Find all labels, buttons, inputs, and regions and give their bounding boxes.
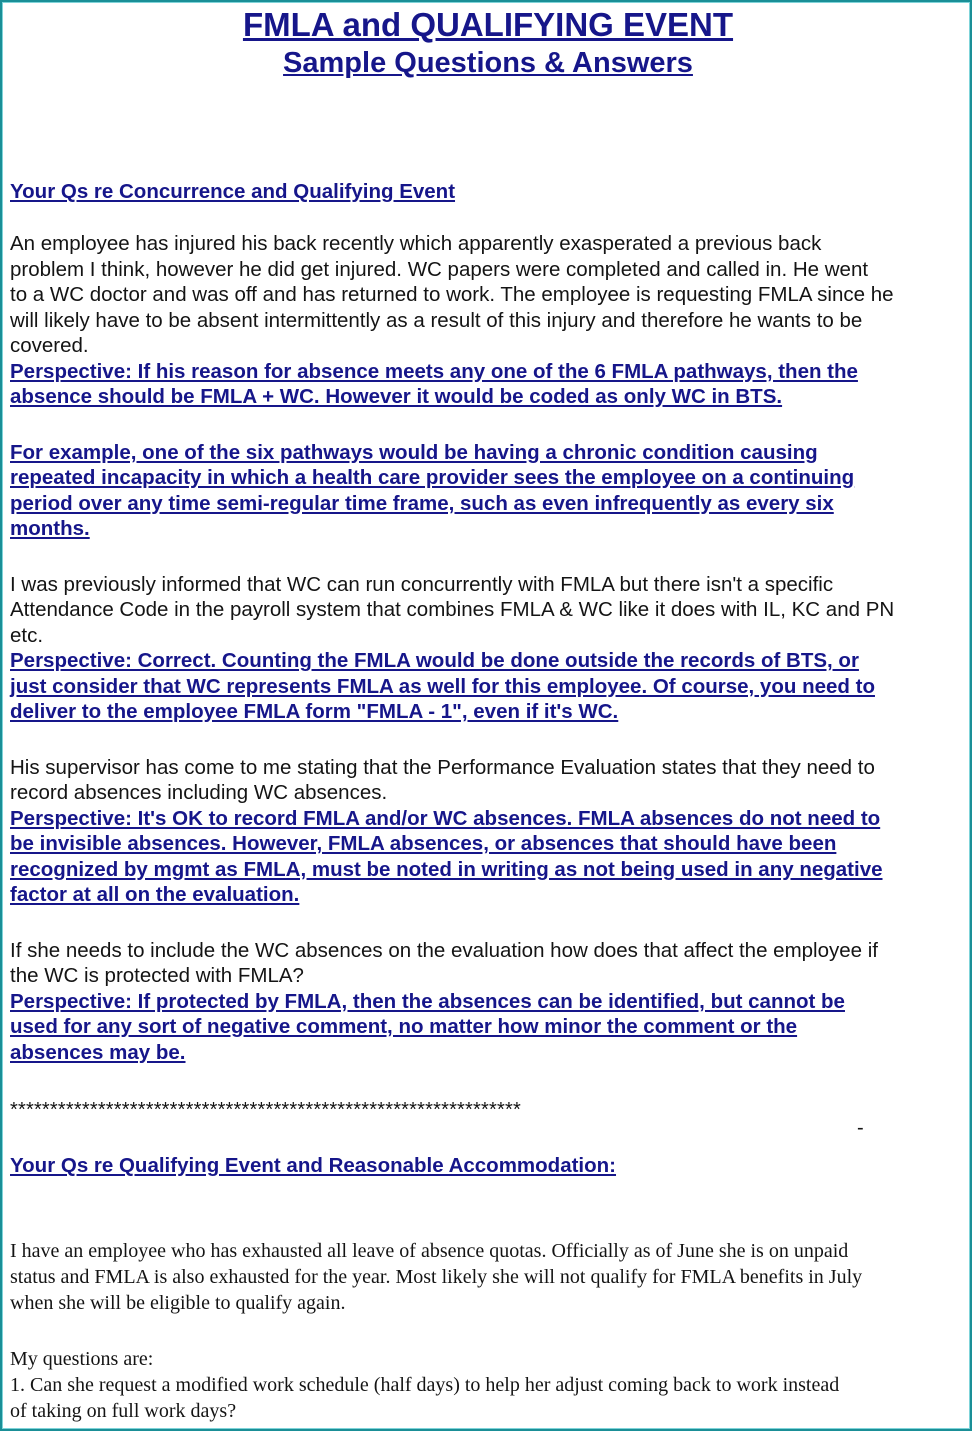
questions-intro: My questions are: xyxy=(10,1348,154,1370)
question-2: I was previously informed that WC can run concurrently with FMLA but there isn't a specific Attendance Code in the payroll system that combines FMLA & WC like it does with IL, KC and PN etc. xyxy=(10,572,895,647)
answer-1-example: For example, one of the six pathways would be having a chronic condition causing repeated incapacity in which a health care provider sees the employee on a continuing period over any time semi-regular time frame, such as even infrequently as every six months. xyxy=(10,440,855,540)
question-3: His supervisor has come to me stating that the Performance Evaluation states that they need to record absences including WC absences. xyxy=(10,755,875,804)
separator-dash: - xyxy=(857,1117,864,1139)
document-page xyxy=(10,0,966,1424)
separator-stars: **************************************************************** xyxy=(10,1099,521,1121)
document-subtitle: Sample Questions & Answers xyxy=(283,47,693,79)
answer-2: Perspective: Correct. Counting the FMLA would be done outside the records of BTS, or just consider that WC represents FMLA as well for this employee. Of course, you need to deliver to the employee FMLA form "FMLA - 1", even if it's WC. xyxy=(10,649,875,723)
section-heading-concurrence: Your Qs re Concurrence and Qualifying Event xyxy=(10,180,456,203)
section-heading-accommodation: Your Qs re Qualifying Event and Reasonable Accommodation: xyxy=(10,1154,617,1177)
question-modified-schedule: 1. Can she request a modified work schedule (half days) to help her adjust coming back to work instead of taking on full work days? xyxy=(10,1374,840,1422)
answer-3: Perspective: It's OK to record FMLA and/or WC absences. FMLA absences do not need to be invisible absences. However, FMLA absences, or absences that should have been recognized by mgmt as FMLA, must be noted in writing as not being used in any negative factor at all on the evaluation. xyxy=(10,806,883,906)
question-1: An employee has injured his back recently which apparently exasperated a previous back problem I think, however he did get injured. WC papers were completed and called in. He went to a WC doctor and was off and has returned to work. The employee is requesting FMLA since he will likely have to be absent intermittently as a result of this injury and therefore he wants to be covered. xyxy=(10,232,894,357)
question-4: If she needs to include the WC absences on the evaluation how does that affect the employee if the WC is protected with FMLA? xyxy=(10,938,879,987)
employee-situation-paragraph: I have an employee who has exhausted all leave of absence quotas. Officially as of June she is on unpaid status and FMLA is also exhausted for the year. Most likely she will not qualify for FMLA benefits in July when she will be eligible to qualify again. xyxy=(10,1240,863,1314)
document-title: FMLA and QUALIFYING EVENT xyxy=(242,6,734,43)
answer-4: Perspective: If protected by FMLA, then the absences can be identified, but cannot be used for any sort of negative comment, no matter how minor the comment or the absences may be. xyxy=(10,989,845,1064)
answer-1: Perspective: If his reason for absence meets any one of the 6 FMLA pathways, then the absence should be FMLA + WC. However it would be coded as only WC in BTS. xyxy=(10,359,858,408)
